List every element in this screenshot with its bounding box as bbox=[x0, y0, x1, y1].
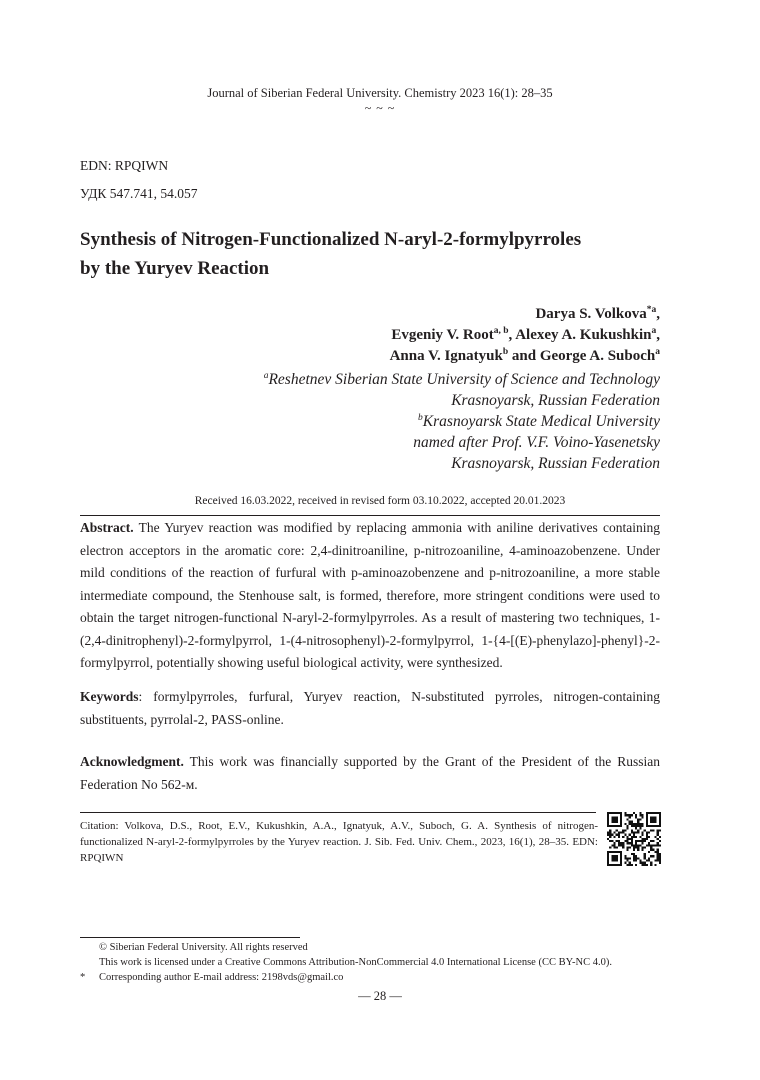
acknowledgment bbox=[80, 751, 660, 796]
author-name: Anna V. Ignatyuk bbox=[389, 348, 503, 364]
affil-mark: a bbox=[263, 370, 269, 381]
udk-code: УДК 547.741, 54.057 bbox=[80, 186, 198, 201]
keywords-text: : formylpyrroles, furfural, Yuryev reaction, N-substituted pyrroles, nitrogen-containing substituents, pyrrolal-2, PASS-online. bbox=[80, 689, 660, 727]
author-separator: , bbox=[508, 327, 513, 343]
footnotes bbox=[80, 940, 680, 985]
acknowledgment-label: Acknowledgment. bbox=[80, 754, 184, 769]
author-name: Alexey A. Kukushkin bbox=[515, 327, 652, 343]
affiliation-line: Reshetnev Siberian State University of Science and Technology bbox=[268, 371, 660, 388]
author-affil-mark: b bbox=[502, 347, 509, 357]
author-separator: , bbox=[656, 327, 660, 343]
title-line-1: Synthesis of Nitrogen-Functionalized N-aryl-2-formylpyrroles bbox=[80, 229, 582, 250]
abstract-label: Abstract. bbox=[80, 520, 134, 535]
footnote-asterisk: * bbox=[80, 972, 86, 983]
affiliation-line: Krasnoyarsk State Medical University bbox=[422, 413, 660, 430]
acknowledgment-text: This work was financially supported by the Grant of the President of the Russian Federation No 562-м. bbox=[80, 754, 660, 792]
author-affil-mark: a bbox=[651, 326, 657, 336]
abstract-text: The Yuryev reaction was modified by replacing ammonia with aniline derivatives containing electron acceptors in the aromatic core: 2,4-dinitroaniline, p-nitrozoaniline, 4-aminoazobenzene. Under mild conditions of the reaction of furfural with p-aminoazobenzene and p-nitrozoaniline, a more stable intermediate compound, the Stenhouse salt, is formed, therefore, more stringent conditions were used to obtain the target nitrogen-functional N-aryl-2-formylpyrroles. As a result of mastering two techniques, 1-(2,4-dinitrophenyl)-2-formylpyrrol, 1-(4-nitrosophenyl)-2-formylpyrrol, 1-{4-[(E)-phenylazo]-phenyl}-2-formylpyrrol, potentially showing useful biological activity, were synthesized. bbox=[80, 520, 660, 670]
author-separator: and bbox=[508, 348, 537, 364]
author-affil-mark: a bbox=[655, 347, 660, 357]
affil-mark: b bbox=[418, 412, 423, 423]
paper-title bbox=[80, 225, 680, 283]
author-separator: , bbox=[656, 306, 660, 322]
header-separator: ~ ~ ~ bbox=[364, 101, 396, 115]
keywords-label: Keywords bbox=[80, 689, 139, 704]
citation: Citation: Volkova, D.S., Root, E.V., Kukushkin, A.A., Ignatyuk, A.V., Suboch, G. A. Synthesis of nitrogen-functionalized N-aryl-2-formylpyrroles by the Yuryev reaction. J. Sib. Fed. Univ. Chem., 2023, 16(1), 28–35. EDN: RPQIWN bbox=[80, 820, 598, 864]
page-number: — 28 — bbox=[358, 989, 402, 1003]
author-list bbox=[390, 304, 660, 367]
author-name: George A. Suboch bbox=[539, 348, 656, 364]
author-affil-mark: a, b bbox=[493, 326, 509, 336]
divider bbox=[80, 812, 596, 813]
corresponding-note bbox=[80, 970, 680, 985]
license-note: This work is licensed under a Creative Commons Attribution-NonCommercial 4.0 International License (CC BY-NC 4.0). bbox=[99, 957, 612, 968]
qr-code-icon bbox=[607, 812, 661, 866]
author-affil-mark: *a bbox=[646, 305, 657, 315]
keywords bbox=[80, 686, 660, 731]
corresponding-text: Corresponding author E-mail address: 2198vds@gmail.co bbox=[99, 972, 344, 983]
qr-code-graphic bbox=[607, 812, 661, 866]
divider bbox=[80, 515, 660, 516]
received-dates: Received 16.03.2022, received in revised form 03.10.2022, accepted 20.01.2023 bbox=[194, 495, 566, 507]
footnote-divider bbox=[80, 937, 300, 938]
abstract bbox=[80, 517, 660, 675]
author-name: Evgeniy V. Root bbox=[391, 327, 494, 343]
affiliation-line: Krasnoyarsk, Russian Federation bbox=[451, 392, 660, 409]
affiliations bbox=[264, 369, 660, 474]
edn-code: EDN: RPQIWN bbox=[80, 158, 169, 173]
title-line-2: by the Yuryev Reaction bbox=[80, 258, 270, 279]
affiliation-line: Krasnoyarsk, Russian Federation bbox=[451, 455, 660, 472]
copyright-note: © Siberian Federal University. All rights reserved bbox=[99, 942, 308, 953]
journal-header: Journal of Siberian Federal University. Chemistry 2023 16(1): 28–35 bbox=[207, 86, 553, 100]
affiliation-line: named after Prof. V.F. Voino-Yasenetsky bbox=[413, 434, 660, 451]
author-name: Darya S. Volkova bbox=[535, 306, 647, 322]
